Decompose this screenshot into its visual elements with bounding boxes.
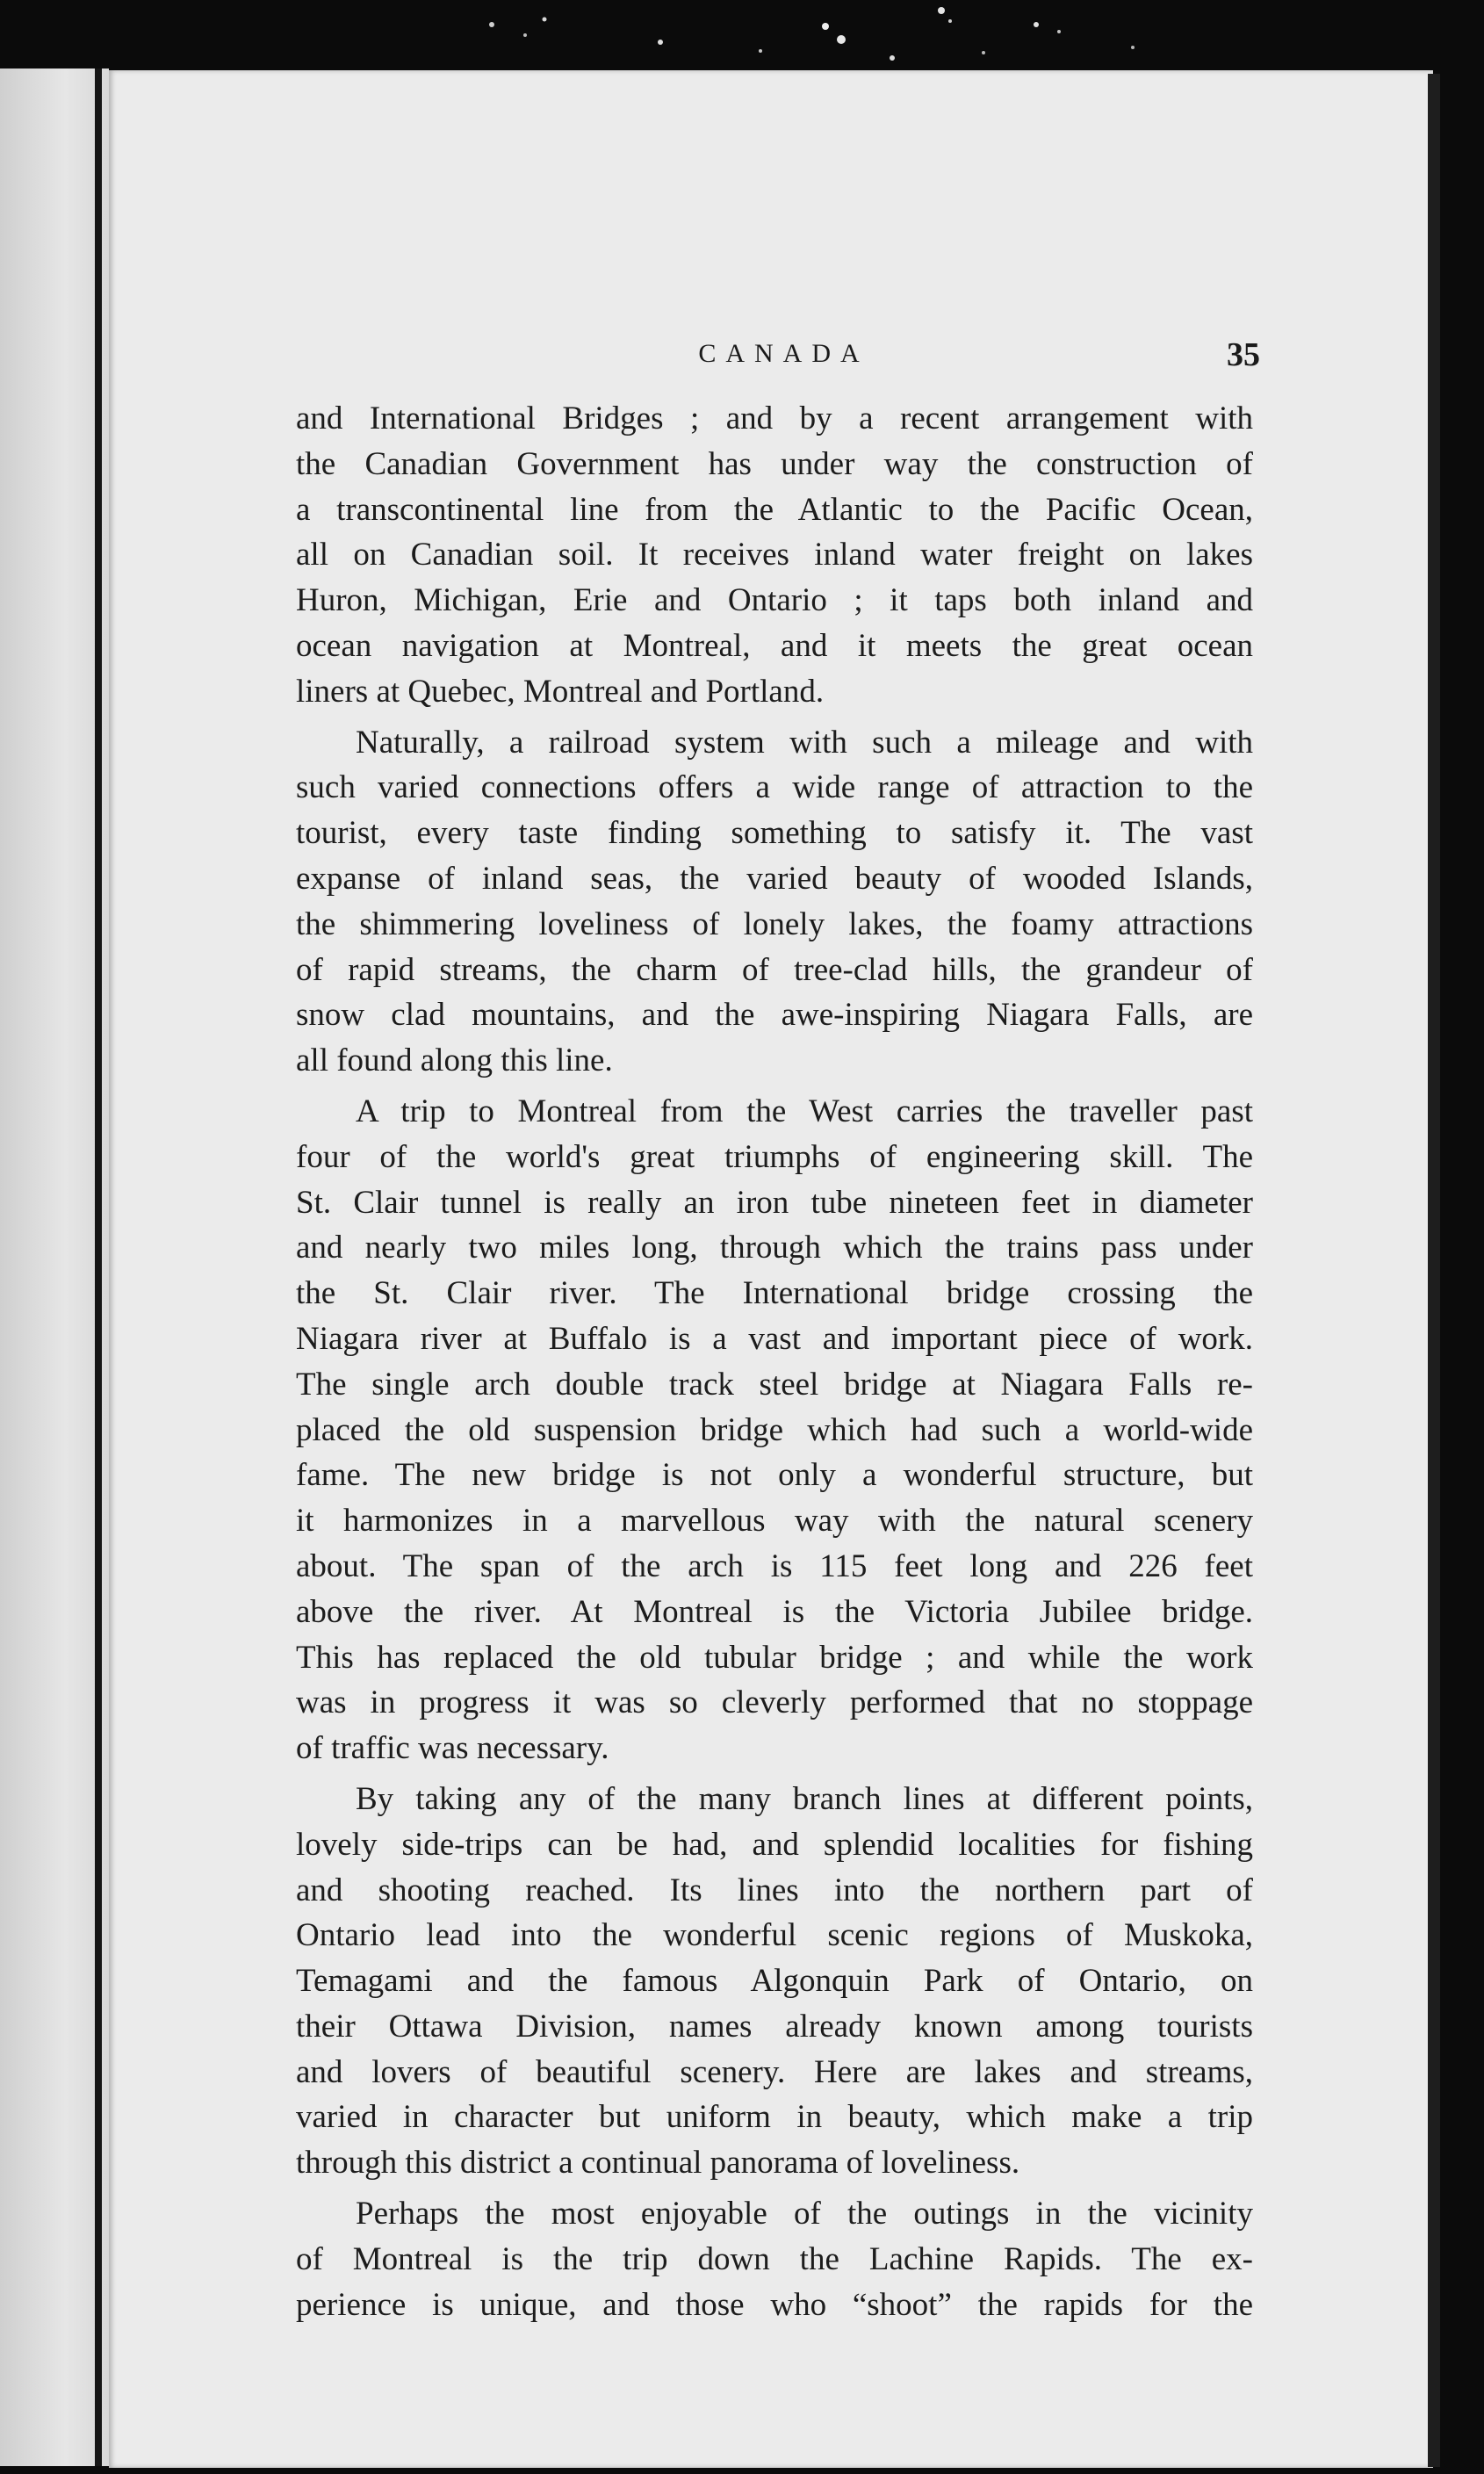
text-line: all on Canadian soil. It receives inland water freight on lakes (296, 537, 1253, 573)
text-line: the Canadian Government has under way the construction of (296, 445, 1253, 482)
text-line: Niagara river at Buffalo is a vast and important piece of work. (296, 1320, 1253, 1357)
text-line: lovely side-trips can be had, and splendid localities for fishing (296, 1826, 1253, 1863)
paragraph (296, 396, 1253, 715)
text-line: about. The span of the arch is 115 feet long and 226 feet (296, 1547, 1253, 1584)
text-line: St. Clair tunnel is really an iron tube nineteen feet in diameter (296, 1184, 1253, 1221)
text-line: Huron, Michigan, Erie and Ontario ; it taps both inland and (296, 582, 1253, 619)
text-line: through this district a continual panorama of loveliness. (296, 2145, 1020, 2182)
paragraph (296, 1089, 1253, 1771)
text-line: all found along this line. (296, 1042, 613, 1079)
scan-top-speckles (0, 0, 1484, 70)
text-line: the shimmering loveliness of lonely lakes, the foamy attractions (296, 905, 1253, 942)
text-line: The single arch double track steel bridge at Niagara Falls re- (296, 1366, 1253, 1403)
page-right-edge (1428, 74, 1440, 2467)
text-line: and nearly two miles long, through which the trains pass under (296, 1230, 1253, 1266)
text-line: This has replaced the old tubular bridge ; and while the work (296, 1639, 1253, 1676)
page-number: 35 (1227, 336, 1260, 373)
text-line: four of the world's great triumphs of engineering skill. The (296, 1138, 1253, 1175)
text-line: By taking any of the many branch lines at different points, (356, 1780, 1253, 1817)
text-line: it harmonizes in a marvellous way with the natural scenery (296, 1503, 1253, 1540)
text-line: fame. The new bridge is not only a wonderful structure, but (296, 1457, 1253, 1494)
running-title: CANADA (698, 339, 869, 368)
text-line: Naturally, a railroad system with such a mileage and with (356, 724, 1253, 761)
text-line: such varied connections offers a wide range of attraction to the (296, 769, 1253, 806)
text-line: varied in character but uniform in beauty, which make a trip (296, 2099, 1253, 2136)
text-line: and lovers of beautiful scenery. Here are lakes and streams, (296, 2053, 1253, 2090)
text-line: expanse of inland seas, the varied beauty of wooded Islands, (296, 860, 1253, 897)
text-line: and International Bridges ; and by a recent arrangement with (296, 400, 1253, 436)
text-line: snow clad mountains, and the awe-inspiring Niagara Falls, are (296, 997, 1253, 1034)
text-line: was in progress it was so cleverly performed that no stoppage (296, 1684, 1253, 1721)
text-line: of rapid streams, the charm of tree-clad hills, the grandeur of (296, 951, 1253, 988)
text-line: Ontario lead into the wonderful scenic regions of Muskoka, (296, 1917, 1253, 1954)
text-line: placed the old suspension bridge which had such a world-wide (296, 1411, 1253, 1448)
facing-page-edge (0, 69, 109, 2466)
text-line: of Montreal is the trip down the Lachine Rapids. The ex- (296, 2240, 1253, 2277)
text-line: of traffic was necessary. (296, 1730, 609, 1767)
text-line: perience is unique, and those who “shoot” the rapids for the (296, 2286, 1253, 2323)
text-line: Perhaps the most enjoyable of the outings in the vicinity (356, 2196, 1253, 2232)
text-line: tourist, every taste finding something to satisfy it. The vast (296, 815, 1253, 852)
text-line: a transcontinental line from the Atlantic to the Pacific Ocean, (296, 491, 1253, 528)
text-line: their Ottawa Division, names already known among tourists (296, 2008, 1253, 2045)
text-line: A trip to Montreal from the West carries the traveller past (356, 1093, 1253, 1129)
running-head (307, 335, 1260, 378)
paragraph (296, 2191, 1253, 2327)
text-line: above the river. At Montreal is the Victoria Jubilee bridge. (296, 1593, 1253, 1630)
paragraph (296, 1777, 1253, 2186)
text-line: ocean navigation at Montreal, and it meets the great ocean (296, 627, 1253, 664)
body-text (296, 396, 1253, 2333)
text-line: and shooting reached. Its lines into the northern part of (296, 1872, 1253, 1908)
text-line: liners at Quebec, Montreal and Portland. (296, 673, 825, 710)
binding-gutter (95, 69, 102, 2466)
paragraph (296, 720, 1253, 1084)
text-line: Temagami and the famous Algonquin Park of Ontario, on (296, 1963, 1253, 2000)
text-line: the St. Clair river. The International bridge crossing the (296, 1275, 1253, 1312)
